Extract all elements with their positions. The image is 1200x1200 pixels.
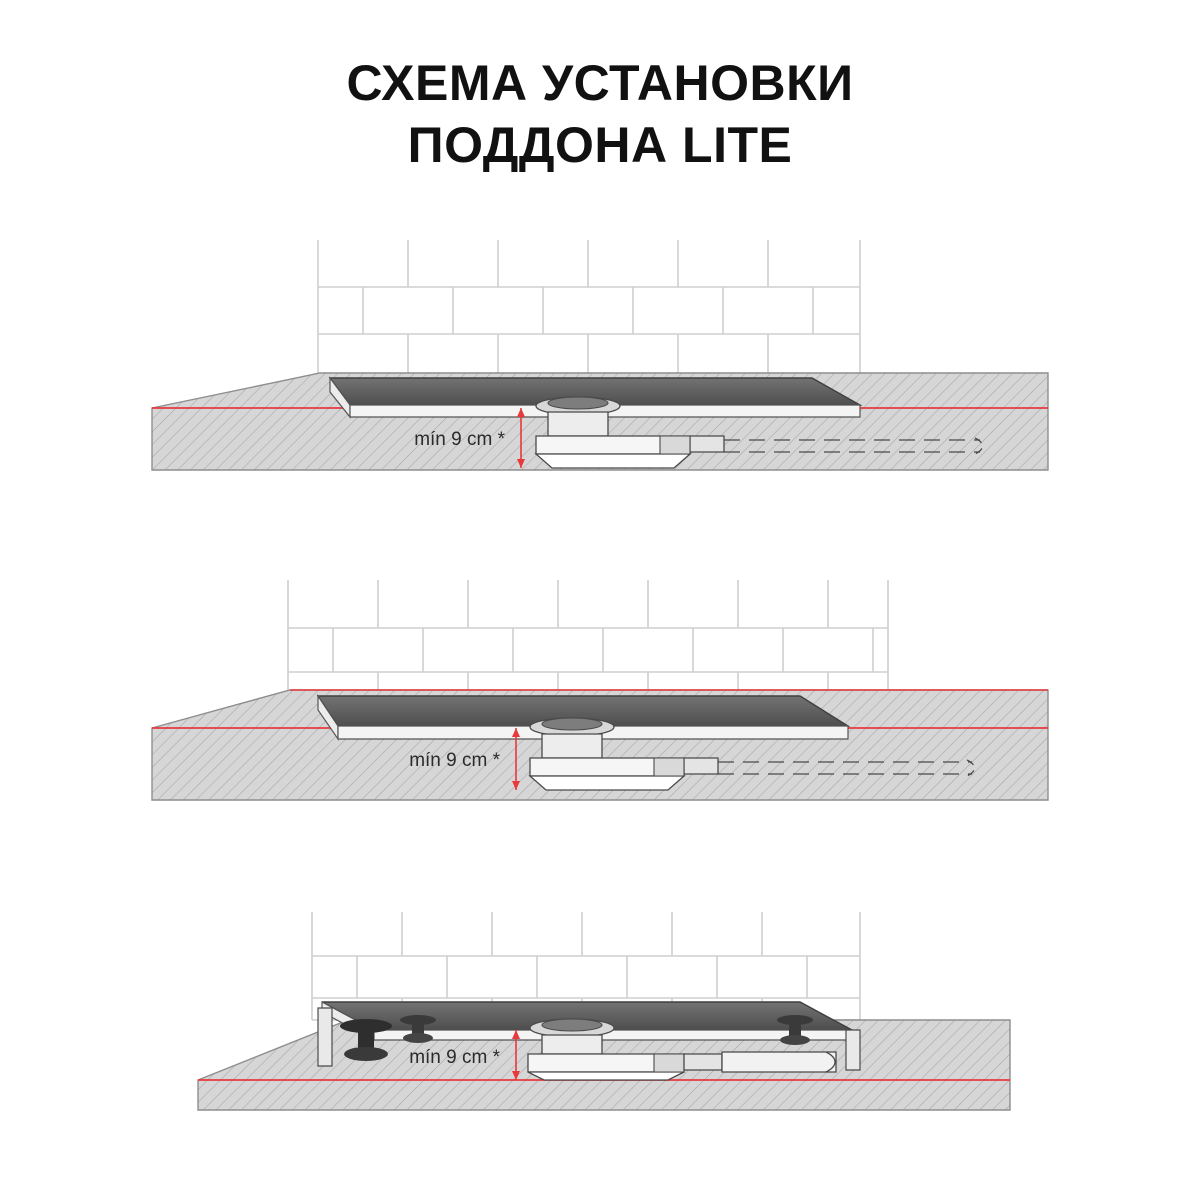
section-2-figure <box>0 550 1200 850</box>
dimension-label-3: mín 9 cm * <box>409 1047 500 1068</box>
section-3-figure <box>0 880 1200 1170</box>
dimension-label-1: mín 9 cm * <box>414 429 505 450</box>
page-title-line-1: СХЕМА УСТАНОВКИ <box>346 55 854 111</box>
page-title <box>0 52 1200 176</box>
page-title-line-2: ПОДДОНА LITE <box>407 117 793 173</box>
dimension-label-2: mín 9 cm * <box>409 750 500 771</box>
wall-tiles <box>318 240 860 379</box>
wall-tiles <box>288 580 888 700</box>
section-1-figure <box>0 240 1200 500</box>
